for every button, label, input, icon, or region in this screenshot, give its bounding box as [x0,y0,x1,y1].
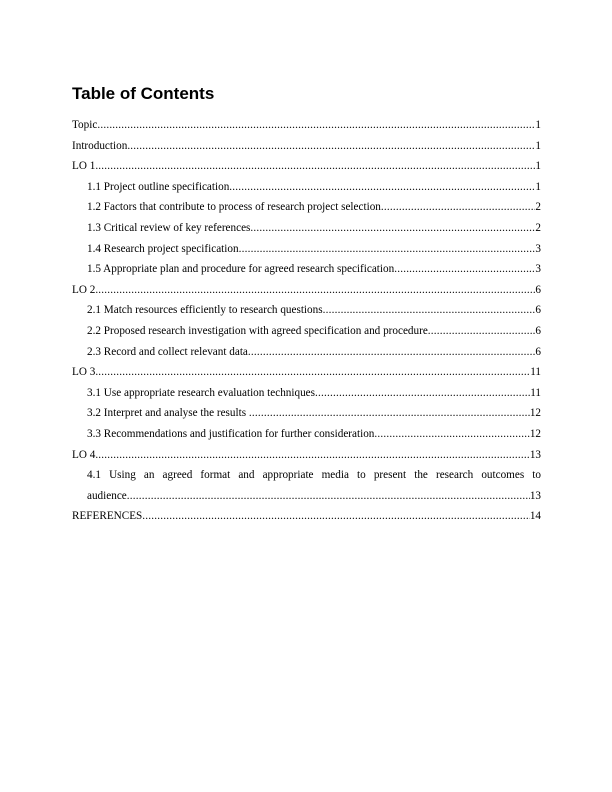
toc-entry-lo2[interactable] [72,280,541,301]
toc-entry-label: 2.3 Record and collect relevant data [87,345,248,358]
toc-page-number: 2 [535,221,541,234]
toc-leader-dots [248,342,536,363]
toc-entry-lo3[interactable] [72,362,541,383]
toc-entry-label: Introduction [72,139,128,152]
toc-entry-2-3[interactable] [72,342,541,363]
toc-entry-1-5[interactable] [72,259,541,280]
toc-leader-dots [249,403,530,424]
toc-leader-dots [374,424,529,445]
toc-entry-label: 3.1 Use appropriate research evaluation techniques [87,386,316,399]
toc-entry-1-2[interactable] [72,197,541,218]
toc-leader-dots [95,280,535,301]
toc-entry-label: LO 4 [72,448,96,461]
toc-entry-2-1[interactable] [72,300,541,321]
toc-entry-label: 3.3 Recommendations and justification for further consideration [87,427,375,440]
toc-entry-lo1[interactable] [72,156,541,177]
toc-leader-dots [95,445,530,466]
toc-leader-dots [229,177,535,198]
toc-title: Table of Contents [72,84,215,103]
toc-page-number: 6 [535,324,541,337]
toc-entry-label: LO 3 [72,366,96,379]
toc-leader-dots [239,239,536,260]
toc-page-number: 3 [535,242,541,255]
toc-entry-1-1[interactable] [72,177,541,198]
toc-page-number: 13 [529,489,541,502]
toc-page-number: 13 [529,448,541,461]
toc-page-number: 1 [535,119,541,131]
toc-entry-label: 1.2 Factors that contribute to process of research project selection [87,201,381,214]
toc-leader-dots [127,486,530,507]
toc-page-number: 3 [535,263,541,276]
toc-entry-label: 3.2 Interpret and analyse the results [87,407,249,420]
toc-leader-dots [428,321,536,342]
toc-page-number: 2 [535,201,541,214]
toc-leader-dots [381,197,536,218]
toc-entry-label-line2: audience [87,489,127,502]
toc-page-number: 14 [529,510,541,523]
toc-page-number: 1 [535,180,541,193]
toc-page-number: 1 [535,160,541,173]
table-of-contents [72,115,541,527]
toc-entry-lo4[interactable] [72,445,541,466]
toc-entry-introduction[interactable] [72,136,541,157]
toc-page-number: 12 [529,427,541,440]
toc-entry-label: 1.1 Project outline specification [87,180,230,193]
toc-leader-dots [127,136,535,157]
toc-entry-references[interactable] [72,506,541,527]
toc-entry-3-2[interactable] [72,403,541,424]
toc-entry-line2 [87,486,541,507]
toc-entry-3-1[interactable] [72,383,541,404]
toc-leader-dots [250,218,535,239]
toc-leader-dots [142,506,530,527]
toc-leader-dots [95,362,530,383]
toc-page-number: 6 [535,345,541,358]
toc-entry-label: 2.2 Proposed research investigation with agreed specification and procedure [87,324,428,337]
toc-entry-label: 1.5 Appropriate plan and procedure for agreed research specification [87,263,395,276]
toc-page-number: 6 [535,304,541,317]
toc-entry-1-4[interactable] [72,239,541,260]
toc-page-number: 12 [529,407,541,420]
toc-leader-dots [394,259,535,280]
toc-entry-label: LO 1 [72,160,96,173]
toc-entry-1-3[interactable] [72,218,541,239]
toc-leader-dots [315,383,530,404]
toc-entry-4-1[interactable] [72,465,541,506]
toc-entry-label: Topic [72,119,98,131]
toc-entry-2-2[interactable] [72,321,541,342]
toc-leader-dots [95,156,535,177]
toc-page-number: 6 [535,283,541,296]
toc-entry-label-line1: 4.1 Using an agreed format and appropriate media to present the research outcomes to [87,469,541,482]
toc-entry-label: 1.3 Critical review of key references [87,221,251,234]
toc-page-number: 11 [530,366,541,379]
toc-page-number: 11 [530,386,541,399]
toc-leader-dots [97,115,535,136]
toc-entry-label: REFERENCES [72,510,143,523]
toc-leader-dots [323,300,536,321]
toc-entry-label: 1.4 Research project specification [87,242,239,255]
toc-entry-label: 2.1 Match resources efficiently to research questions [87,304,323,317]
toc-page-number: 1 [535,139,541,152]
toc-entry-label: LO 2 [72,283,96,296]
toc-entry-topic[interactable] [72,115,541,136]
toc-entry-3-3[interactable] [72,424,541,445]
